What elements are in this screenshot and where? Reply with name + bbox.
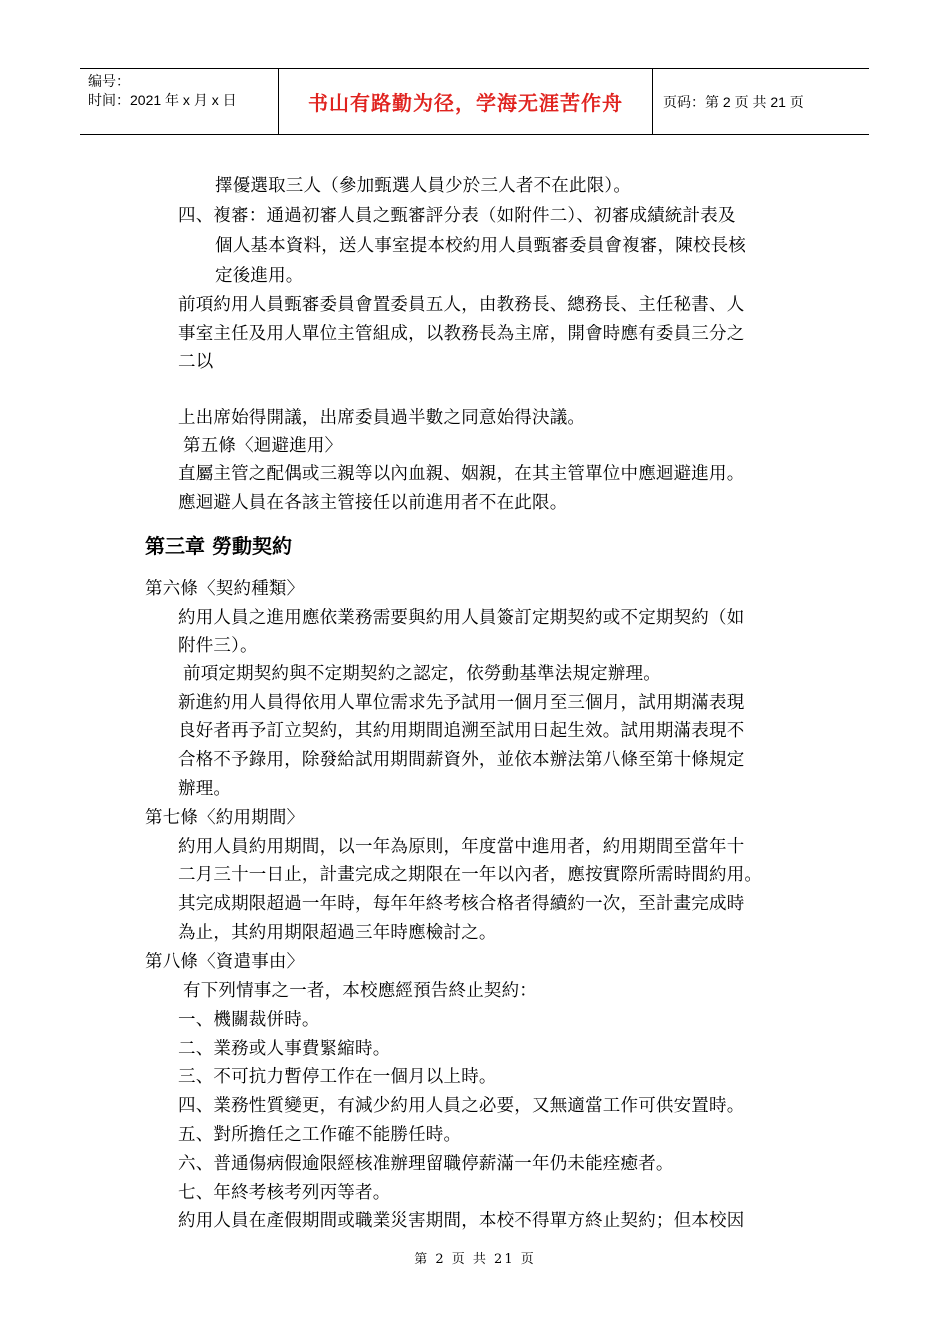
header-motto: 书山有路勤为径，学海无涯苦作舟 — [279, 69, 653, 134]
list-item: 五、對所擔任之工作確不能勝任時。 — [178, 1125, 462, 1145]
body-line: 個人基本資料，送人事室提本校約用人員甄審委員會複審，陳校長核 — [215, 236, 746, 256]
body-line: 擇優選取三人（參加甄選人員少於三人者不在此限）。 — [215, 176, 632, 196]
list-item: 四、業務性質變更，有減少約用人員之必要，又無適當工作可供安置時。 — [178, 1096, 745, 1116]
body-line: 合格不予錄用，除發給試用期間薪資外，並依本辦法第八條至第十條規定 — [178, 750, 745, 770]
header-number-label: 编号： — [88, 73, 130, 89]
article-heading: 第五條〈迴避進用〉 — [183, 436, 343, 456]
body-line: 定後進用。 — [215, 266, 304, 286]
article-heading: 第七條〈約用期間〉 — [145, 808, 305, 828]
chapter-title: 第三章 勞動契約 — [145, 534, 292, 558]
body-line: 事室主任及用人單位主管組成，以教務長為主席，開會時應有委員三分之 — [178, 324, 745, 344]
body-line: 應迴避人員在各該主管接任以前進用者不在此限。 — [178, 493, 568, 513]
body-line: 前項定期契約與不定期契約之認定，依勞動基準法規定辦理。 — [183, 664, 661, 684]
body-line: 附件三）。 — [178, 636, 258, 656]
body-line: 其完成期限超過一年時，每年年終考核合格者得續約一次，至計畫完成時 — [178, 894, 745, 914]
page-footer: 第 2 页 共 21 页 — [414, 1252, 536, 1267]
body-line: 為止，其約用期限超過三年時應檢討之。 — [178, 923, 497, 943]
body-line: 二月三十一日止，計畫完成之期限在一年以內者，應按實際所需時間約用。 — [178, 865, 763, 885]
list-item: 二、業務或人事費緊縮時。 — [178, 1039, 391, 1059]
body-line: 四、複審：通過初審人員之甄審評分表（如附件二）、初審成績統計表及 — [178, 206, 736, 226]
list-item: 一、機關裁併時。 — [178, 1010, 320, 1030]
list-item: 六、普通傷病假逾限經核准辦理留職停薪滿一年仍未能痊癒者。 — [178, 1154, 674, 1174]
body-line: 上出席始得開議，出席委員過半數之同意始得決議。 — [178, 408, 586, 428]
body-line: 直屬主管之配偶或三親等以內血親、姻親，在其主管單位中應迴避進用。 — [178, 464, 745, 484]
header-info-cell — [80, 69, 279, 134]
body-line: 約用人員之進用應依業務需要與約用人員簽訂定期契約或不定期契約（如 — [178, 608, 745, 628]
header-page-label: 页码：第 2 页 共 21 页 — [663, 93, 804, 110]
article-heading: 第八條〈資遣事由〉 — [145, 952, 305, 972]
header-date-label: 时间：2021 年 x 月 x 日 — [88, 92, 237, 108]
body-line: 新進約用人員得依用人單位需求先予試用一個月至三個月，試用期滿表現 — [178, 693, 745, 713]
list-item: 三、不可抗力暫停工作在一個月以上時。 — [178, 1067, 497, 1087]
body-line: 有下列情事之一者，本校應經預告終止契約： — [183, 981, 537, 1001]
body-line: 約用人員約用期間，以一年為原則，年度當中進用者，約用期間至當年十 — [178, 837, 745, 857]
page-header — [80, 68, 869, 135]
body-line: 前項約用人員甄審委員會置委員五人，由教務長、總務長、主任秘書、人 — [178, 295, 745, 315]
body-line: 二以 — [178, 352, 214, 372]
body-line: 辦理。 — [178, 779, 232, 799]
body-line: 良好者再予訂立契約，其約用期間追溯至試用日起生效。試用期滿表現不 — [178, 721, 745, 741]
list-item: 七、年終考核考列丙等者。 — [178, 1183, 391, 1203]
body-line: 約用人員在產假期間或職業災害期間，本校不得單方終止契約；但本校因 — [178, 1211, 745, 1231]
article-heading: 第六條〈契約種類〉 — [145, 579, 305, 599]
